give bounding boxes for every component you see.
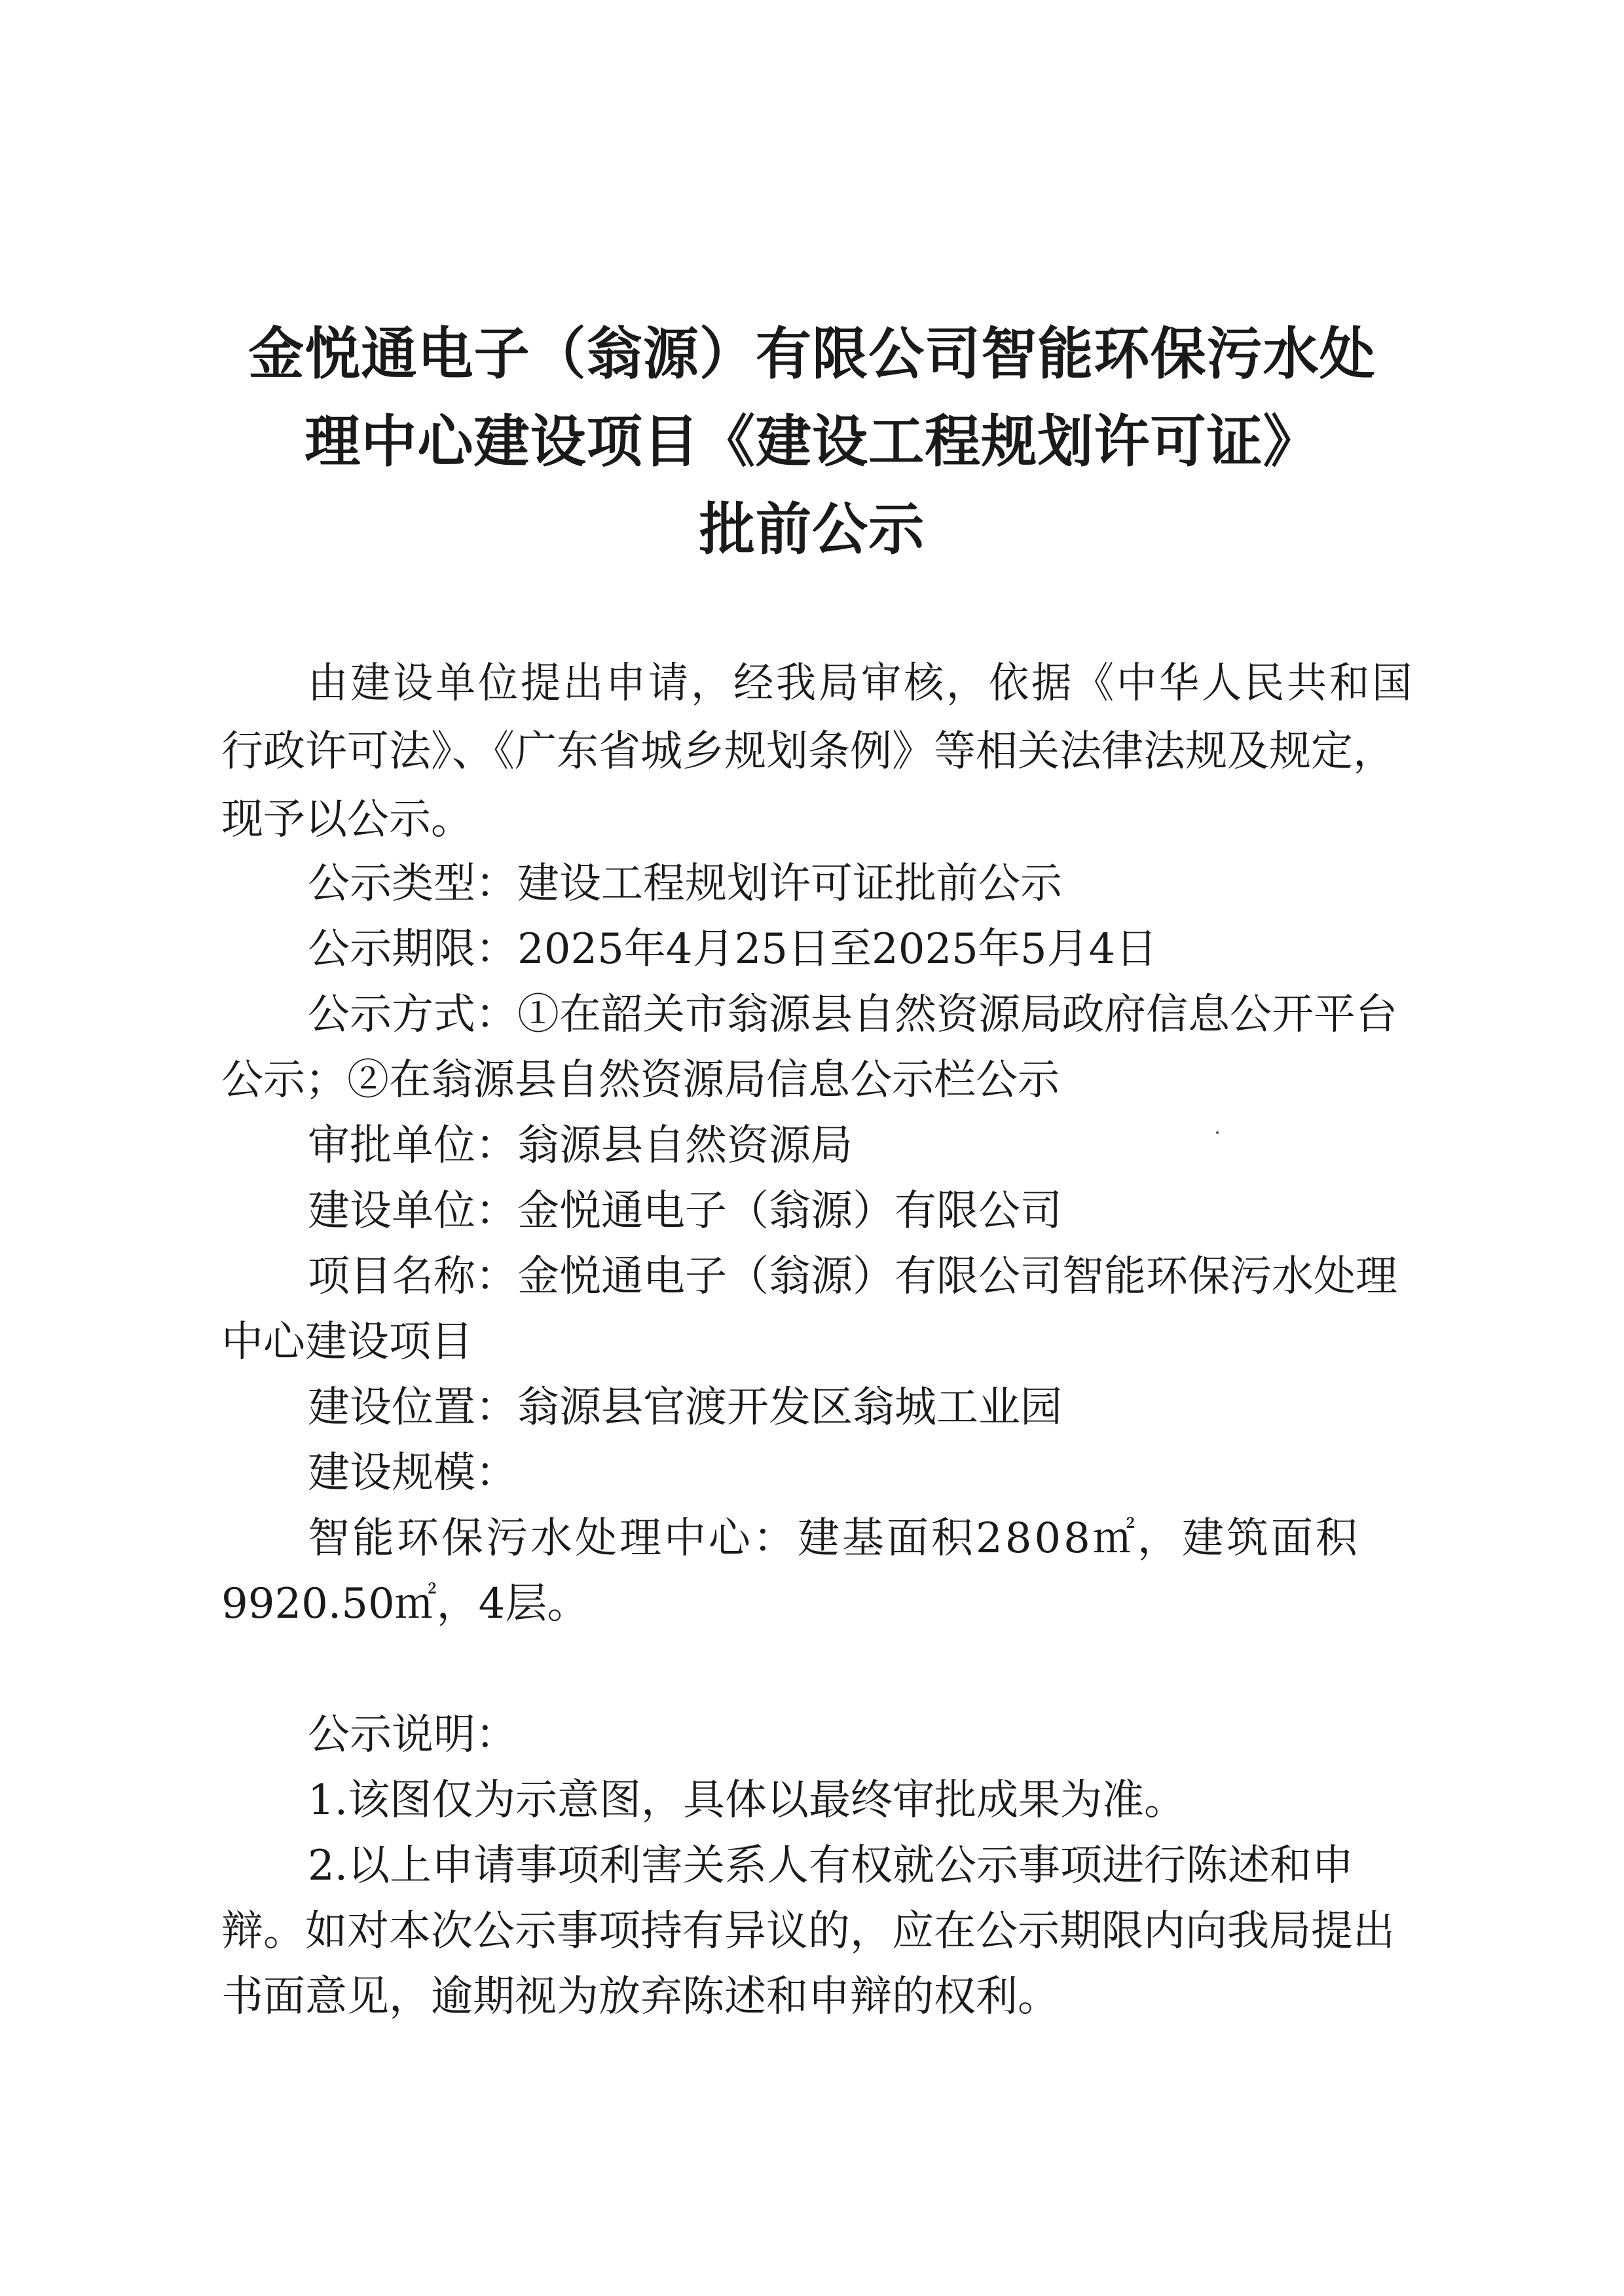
- field-location: 建设位置：翁源县官渡开发区翁城工业园: [308, 1383, 1062, 1432]
- notes-item-2-line-1: 2.以上申请事项利害关系人有权就公示事项进行陈述和申: [308, 1842, 1354, 1890]
- field-scale-line-2: 9920.50㎡，4层。: [221, 1580, 589, 1628]
- field-period: 公示期限：2025年4月25日至2025年5月4日: [308, 925, 1158, 974]
- notes-heading: 公示说明：: [308, 1711, 517, 1759]
- intro-line-3: 现予以公示。: [221, 795, 473, 844]
- field-method-line-2: 公示；②在翁源县自然资源局信息公示栏公示: [221, 1056, 1060, 1104]
- intro-line-2: 行政许可法》、《广东省城乡规划条例》等相关法律法规及规定，: [221, 727, 1395, 776]
- field-scale-line-1: 智能环保污水处理中心：建基面积2808㎡，建筑面积: [308, 1514, 1360, 1563]
- notes-item-2-line-2: 辩。如对本次公示事项持有异议的，应在公示期限内向我局提出: [221, 1907, 1395, 1956]
- field-scale-label: 建设规模：: [308, 1449, 517, 1497]
- scan-speck: [1216, 1131, 1219, 1134]
- intro-line-1: 由建设单位提出申请，经我局审核，依据《中华人民共和国: [308, 659, 1415, 708]
- notes-item-2-line-3: 书面意见，逾期视为放弃陈述和申辩的权利。: [221, 1973, 1060, 2021]
- notes-item-1: 1.该图仅为示意图，具体以最终审批成果为准。: [308, 1776, 1187, 1825]
- field-project-line-1: 项目名称：金悦通电子（翁源）有限公司智能环保污水处理: [308, 1252, 1397, 1301]
- title-line-3: 批前公示: [699, 497, 925, 562]
- field-approver: 审批单位：翁源县自然资源局: [308, 1121, 853, 1170]
- title-line-2: 理中心建设项目《建设工程规划许可证》: [304, 409, 1320, 475]
- title-line-1: 金悦通电子（翁源）有限公司智能环保污水处: [248, 321, 1376, 387]
- field-type: 公示类型：建设工程规划许可证批前公示: [308, 860, 1062, 908]
- field-builder: 建设单位：金悦通电子（翁源）有限公司: [308, 1187, 1062, 1235]
- field-method-line-1: 公示方式：①在韶关市翁源县自然资源局政府信息公开平台: [308, 991, 1397, 1039]
- field-project-line-2: 中心建设项目: [221, 1318, 473, 1366]
